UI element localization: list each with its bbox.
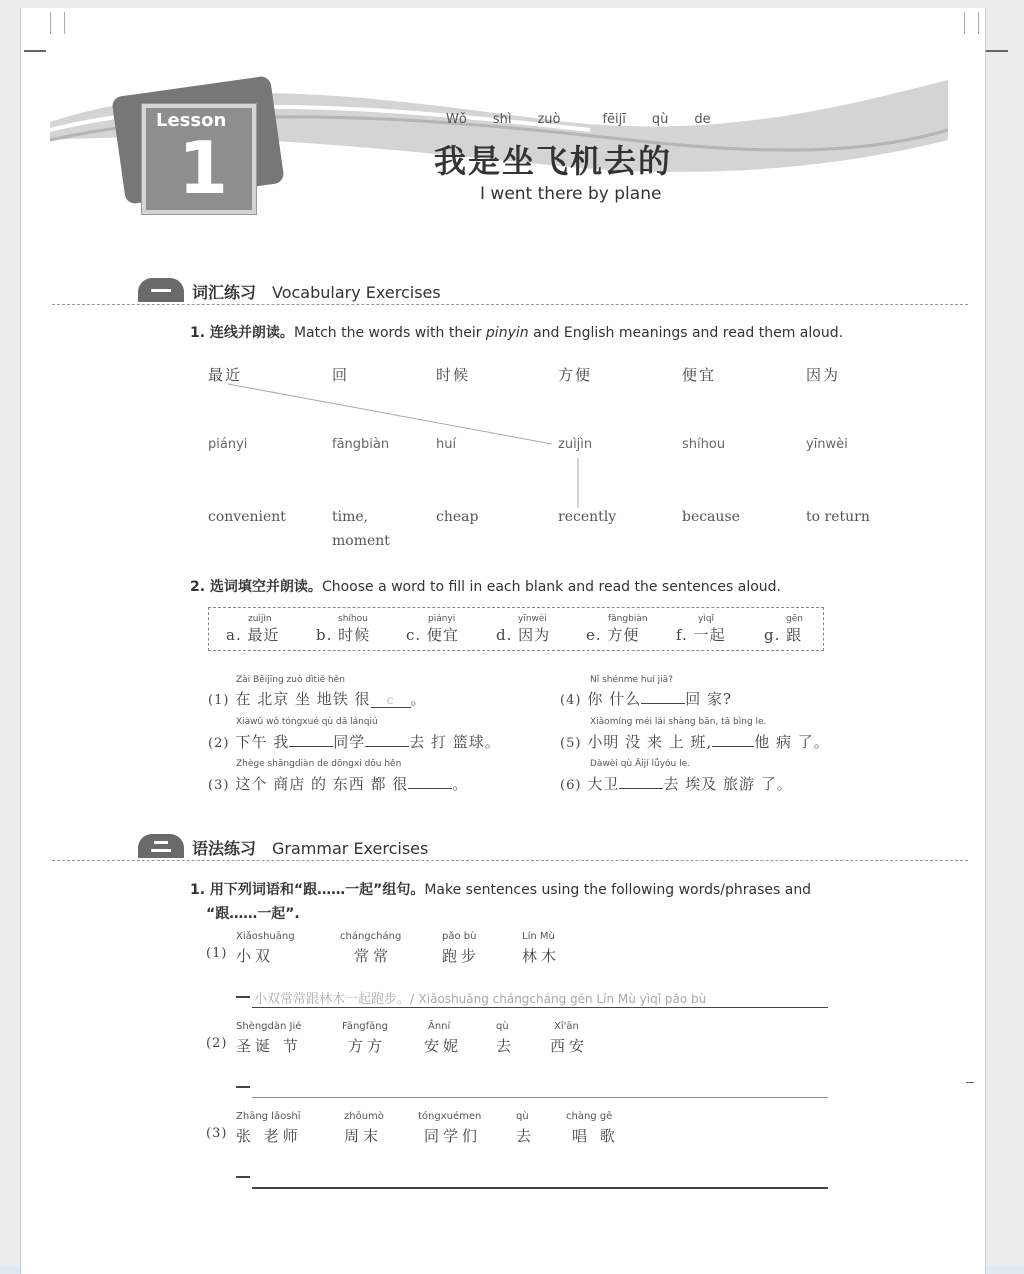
example-answer-pinyin: Xiǎoshuāng chángcháng gēn Lín Mù yìqǐ pǎo bù bbox=[418, 992, 707, 1006]
sentence-pinyin: Zhège shāngdiàn de dōngxi dōu hěn bbox=[236, 759, 402, 769]
prompt-word-text: 同学们 bbox=[424, 1127, 482, 1145]
sentence-5 bbox=[560, 731, 830, 752]
prompt-word-text: 安妮 bbox=[424, 1037, 463, 1055]
word-option-pinyin: yīnwèi bbox=[518, 614, 547, 624]
prompt-word bbox=[236, 931, 295, 966]
sentence-text: 这个 商店 的 东西 都 很 bbox=[235, 775, 409, 793]
match-char: 最近 bbox=[208, 366, 243, 384]
prompt-word-text: 小双 bbox=[236, 947, 275, 965]
prompt-word-text: 林木 bbox=[522, 947, 561, 965]
word-option-text: e. 方便 bbox=[586, 626, 640, 644]
sentence-number: (4) bbox=[560, 693, 582, 708]
match-char: 时候 bbox=[436, 366, 471, 384]
word-option-pinyin: shíhou bbox=[338, 614, 368, 624]
sentence-text: 回 家? bbox=[685, 690, 733, 708]
prompt-word-text: 方方 bbox=[348, 1037, 387, 1055]
sentence-number: (2) bbox=[208, 736, 230, 751]
word-option-text: f. 一起 bbox=[676, 626, 726, 644]
answer-blank[interactable] bbox=[712, 732, 754, 747]
sentence-1 bbox=[208, 688, 427, 709]
word-option bbox=[496, 614, 550, 645]
prompt-word bbox=[236, 1021, 302, 1056]
prompt-word bbox=[236, 1111, 302, 1146]
answer-blank[interactable] bbox=[641, 689, 685, 704]
sentence-text: 。 bbox=[452, 775, 469, 793]
prompt-word bbox=[340, 931, 401, 966]
match-english: time, bbox=[332, 509, 369, 525]
instruction-italic: pinyin bbox=[485, 325, 529, 341]
word-option bbox=[226, 614, 279, 645]
instruction-text: Choose a word to fill in each blank and read the sentences aloud. bbox=[321, 579, 781, 595]
prompt-word-pinyin: Xī'ān bbox=[554, 1021, 579, 1032]
match-english-extra: moment bbox=[332, 533, 390, 549]
section-title-en: Grammar Exercises bbox=[272, 839, 429, 858]
sentence-text: 同学 bbox=[333, 733, 366, 751]
instruction-text: “跟……一起”. bbox=[206, 906, 300, 922]
instruction-grammar bbox=[190, 879, 811, 899]
instruction-text: Match the words with their bbox=[293, 325, 486, 341]
instruction-text: and English meanings and read them aloud. bbox=[528, 325, 844, 341]
word-option-text: c. 便宜 bbox=[406, 626, 459, 644]
title-pinyin-word: Wǒ bbox=[446, 112, 467, 127]
answer-blank[interactable] bbox=[619, 774, 663, 789]
prompt-word-pinyin: zhōumò bbox=[344, 1111, 384, 1122]
sentence-text: 下午 我 bbox=[235, 733, 290, 751]
prompt-word-pinyin: pǎo bù bbox=[442, 931, 477, 942]
title-pinyin-word: zuò bbox=[537, 112, 561, 127]
word-option-text: g. 跟 bbox=[764, 626, 803, 644]
match-char: 方便 bbox=[558, 366, 593, 384]
prompt-word bbox=[424, 1021, 462, 1056]
section-header-grammar bbox=[52, 832, 968, 861]
sentence-pinyin: Zài Běijīng zuò dìtiě hěn bbox=[236, 675, 345, 685]
word-option bbox=[586, 614, 648, 645]
sentence-text: 你 什么 bbox=[587, 690, 642, 708]
prompt-word-pinyin: qù bbox=[496, 1021, 509, 1032]
prompt-word-pinyin: Ānní bbox=[428, 1021, 451, 1032]
word-option bbox=[764, 614, 803, 645]
sentence-text: 去 埃及 旅游 了。 bbox=[663, 775, 793, 793]
prompt-word-text: 跑步 bbox=[442, 947, 481, 965]
section-number-two-icon bbox=[138, 834, 184, 858]
sentence-text: 他 病 了。 bbox=[754, 733, 830, 751]
word-option bbox=[406, 614, 459, 645]
match-char: 回 bbox=[332, 366, 350, 384]
item-number: (2) bbox=[206, 1036, 228, 1051]
answer-blank[interactable] bbox=[371, 693, 411, 708]
answer-dash bbox=[236, 996, 250, 998]
word-option-pinyin: zuìjìn bbox=[248, 614, 272, 624]
instruction-label: 1. 连线并朗读。 bbox=[190, 325, 294, 341]
word-option-pinyin: piányi bbox=[428, 614, 456, 624]
prompt-word-pinyin: Fāngfāng bbox=[342, 1021, 388, 1032]
prompt-word-text: 去 bbox=[516, 1127, 536, 1145]
prompt-word-pinyin: tóngxuémen bbox=[418, 1111, 482, 1122]
word-option-text: b. 时候 bbox=[316, 626, 371, 644]
match-pinyin: shíhou bbox=[682, 437, 726, 452]
item-number: (3) bbox=[206, 1126, 228, 1141]
match-pinyin: yīnwèi bbox=[806, 437, 848, 452]
prompt-word-pinyin: Lín Mù bbox=[522, 931, 555, 942]
match-char: 便宜 bbox=[682, 366, 717, 384]
instruction-text: Make sentences using the following words/phrases and bbox=[424, 882, 812, 898]
answer-blank[interactable] bbox=[408, 774, 452, 789]
sentence-number: (3) bbox=[208, 778, 230, 793]
sentence-text: 在 北京 坐 地铁 很 bbox=[235, 690, 371, 708]
lesson-subtitle: I went there by plane bbox=[480, 184, 662, 204]
prompt-word-text: 周末 bbox=[344, 1127, 383, 1145]
prompt-word-text: 常常 bbox=[354, 947, 393, 965]
section-title-zh: 词汇练习 bbox=[192, 283, 257, 302]
match-char: 因为 bbox=[806, 366, 841, 384]
answer-dash bbox=[236, 1086, 250, 1088]
prompt-word bbox=[418, 1111, 481, 1146]
match-example-lines bbox=[0, 0, 1024, 600]
word-option-pinyin: gēn bbox=[786, 614, 803, 624]
prompt-word-text: 西安 bbox=[550, 1037, 589, 1055]
section-title-zh: 语法练习 bbox=[192, 839, 257, 858]
match-pinyin: zuìjìn bbox=[558, 437, 593, 452]
match-english: convenient bbox=[208, 509, 286, 525]
sentence-text: 。 bbox=[410, 690, 427, 708]
sentence-pinyin: Dàwèi qù Āijí lǚyóu le. bbox=[590, 759, 691, 769]
match-english: because bbox=[682, 509, 740, 525]
lesson-title: 我是坐飞机去的 bbox=[434, 142, 673, 180]
sentence-text: 去 打 篮球。 bbox=[409, 733, 501, 751]
sentence-6 bbox=[560, 773, 793, 794]
sentence-number: (5) bbox=[560, 736, 582, 751]
word-option bbox=[316, 614, 370, 645]
example-answer bbox=[254, 988, 706, 1007]
answer-line[interactable] bbox=[252, 1007, 828, 1008]
sentence-number: (1) bbox=[208, 693, 230, 708]
filled-answer: c bbox=[386, 693, 395, 707]
sentence-text: 小明 没 来 上 班, bbox=[587, 733, 713, 751]
sentence-pinyin: Xiàwǔ wǒ tóngxué qù dǎ lánqiú bbox=[236, 717, 378, 727]
word-option-pinyin: fāngbiàn bbox=[608, 614, 648, 624]
sentence-pinyin: Xiǎomíng méi lái shàng bān, tā bìng le. bbox=[590, 717, 767, 727]
prompt-word bbox=[496, 1021, 515, 1056]
prompt-word-pinyin: Shèngdàn Jié bbox=[236, 1021, 302, 1032]
prompt-word bbox=[442, 931, 480, 966]
match-english: cheap bbox=[436, 509, 479, 525]
word-option-text: a. 最近 bbox=[226, 626, 280, 644]
match-english: to return bbox=[806, 509, 870, 525]
sentence-pinyin: Nǐ shénme huí jiā? bbox=[590, 675, 673, 685]
instruction-grammar-line2 bbox=[206, 903, 300, 923]
word-option-text: d. 因为 bbox=[496, 626, 551, 644]
section-title-en: Vocabulary Exercises bbox=[272, 283, 441, 302]
word-option-pinyin: yìqǐ bbox=[698, 614, 715, 624]
crop-mark bbox=[966, 1082, 974, 1083]
prompt-word-pinyin: chángcháng bbox=[340, 931, 402, 942]
match-pinyin: piányi bbox=[208, 437, 248, 452]
answer-dash bbox=[236, 1176, 250, 1178]
match-pinyin: fāngbiàn bbox=[332, 437, 390, 452]
prompt-word-text: 去 bbox=[496, 1037, 516, 1055]
answer-line[interactable] bbox=[252, 1187, 828, 1189]
item-number: (1) bbox=[206, 946, 228, 961]
match-pinyin: huí bbox=[436, 437, 457, 452]
prompt-word-text: 圣诞 节 bbox=[236, 1037, 302, 1055]
example-answer-zh: 小双常常跟林木一起跑步。/ bbox=[254, 992, 415, 1007]
title-pinyin-word: shì bbox=[492, 112, 512, 127]
lesson-number: 1 bbox=[178, 126, 229, 210]
prompt-word bbox=[342, 1021, 388, 1056]
instruction-label: 2. 选词填空并朗读。 bbox=[190, 579, 322, 595]
answer-blank[interactable] bbox=[365, 732, 409, 747]
sentence-number: (6) bbox=[560, 778, 582, 793]
instruction-label: 1. 用下列词语和“跟……一起”组句。 bbox=[190, 882, 425, 898]
prompt-word-pinyin: chàng gē bbox=[566, 1111, 613, 1122]
prompt-word-pinyin: qù bbox=[516, 1111, 529, 1122]
title-pinyin-word: de bbox=[694, 112, 711, 127]
prompt-word-pinyin: Zhāng lǎoshī bbox=[236, 1111, 301, 1122]
lesson-label: Lesson bbox=[156, 110, 227, 131]
sentence-4 bbox=[560, 688, 732, 709]
prompt-word bbox=[516, 1111, 535, 1146]
prompt-word bbox=[344, 1111, 384, 1146]
prompt-word bbox=[522, 931, 560, 966]
section-title bbox=[192, 836, 428, 859]
title-pinyin-word: qù bbox=[651, 112, 669, 127]
prompt-word-text: 张 老师 bbox=[236, 1127, 302, 1145]
instruction-fill bbox=[190, 576, 781, 596]
sentence-3 bbox=[208, 773, 468, 794]
prompt-word bbox=[550, 1021, 588, 1056]
sentence-2 bbox=[208, 731, 501, 752]
prompt-word bbox=[566, 1111, 619, 1146]
sentence-text: 大卫 bbox=[587, 775, 620, 793]
answer-blank[interactable] bbox=[289, 732, 333, 747]
prompt-word-text: 唱 歌 bbox=[572, 1127, 619, 1145]
word-option bbox=[676, 614, 726, 645]
answer-line[interactable] bbox=[252, 1097, 828, 1098]
match-english: recently bbox=[558, 509, 617, 525]
prompt-word-pinyin: Xiǎoshuāng bbox=[236, 931, 295, 942]
title-pinyin-word: fēijī bbox=[602, 112, 626, 127]
